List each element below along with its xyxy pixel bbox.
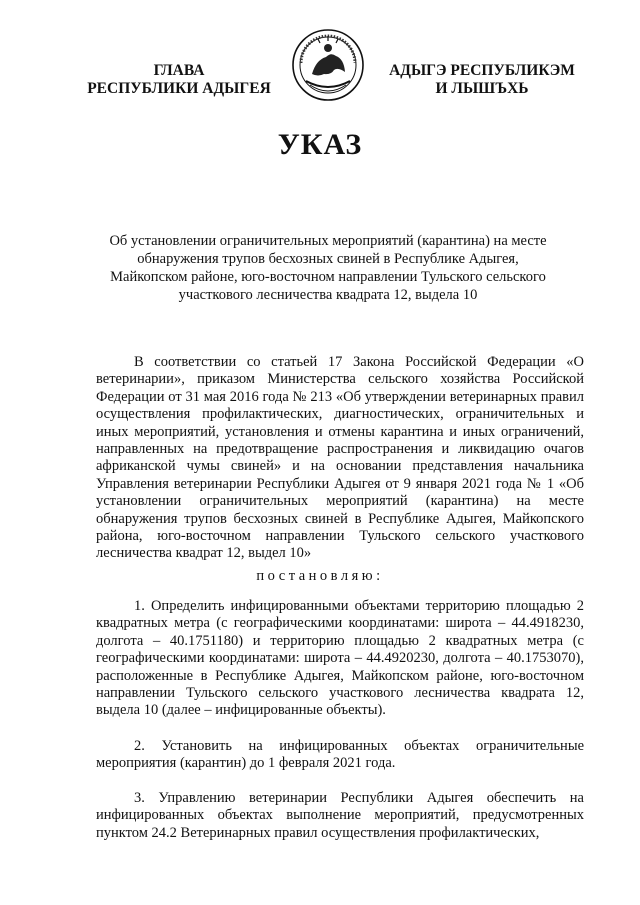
header-left [84, 62, 274, 98]
item-2-paragraph: 2. Установить на инфицированных объектах ограничительные мероприятия (карантин) до 1 февраля 2021 года. [96, 738, 584, 772]
item-3-paragraph: 3. Управлению ветеринарии Республики Адыгея обеспечить на инфицированных объектах выполнение мероприятий, предусмотренных пунктом 24.2 Ветеринарных правил осуществления профилактических, [96, 790, 584, 841]
header-left-line1: ГЛАВА [153, 62, 205, 79]
header-right-line1: АДЫГЭ РЕСПУБЛИКЭМ [389, 62, 575, 79]
decree-word: постановляю: [256, 568, 384, 584]
header-right [382, 62, 582, 98]
document-title: УКАЗ [277, 128, 363, 161]
header-left-line2: РЕСПУБЛИКИ АДЫГЕЯ [87, 80, 271, 97]
preamble-paragraph: В соответствии со статьей 17 Закона Российской Федерации «О ветеринарии», приказом Министерства сельского хозяйства Российской Федерации от 31 мая 2016 года № 213 «Об утверждении ветеринарных правил осуществления профилактических, диагностических, ограничительных и иных мероприятий, установления и отмены карантина и иных ограничений, направленных на предотвращение распространения и ликвидацию очагов африканской чумы свиней» и на основании представления начальника Управления ветеринарии Республики Адыгея от 9 января 2021 года № 1 «Об установлении ограничительных мероприятий (карантина) на месте обнаружения трупов бесхозных свиней в Республике Адыгея, Майкопского района, юго-восточном направлении Тульского сельского участкового лесничества квадрат 12, выдел 10» [96, 354, 584, 562]
item-1-paragraph: 1. Определить инфицированными объектами территорию площадью 2 квадратных метра (с географическими координатами: широта – 44.4918230, долгота – 40.1751180) и территорию площадью 2 квадратных метра (с географическими координатами: широта – 44.4920230, долгота – 40.1753070), расположенные в Республике Адыгея, Майкопском районе, юго-восточном направлении Тульского сельского участкового лесничества квадрата 12, выдела 10 (далее – инфицированные объекты). [96, 598, 584, 719]
header-right-line2: И ЛЫШЪХЬ [435, 80, 529, 97]
coat-of-arms-emblem-icon [288, 27, 368, 103]
document-subject: Об установлении ограничительных мероприятий (карантина) на месте обнаружения трупов бесхозных свиней в Республике Адыгея, Майкопском районе, юго-восточном направлении Тульского сельского участкового лесничества квадрата 12, выдела 10 [109, 233, 547, 303]
